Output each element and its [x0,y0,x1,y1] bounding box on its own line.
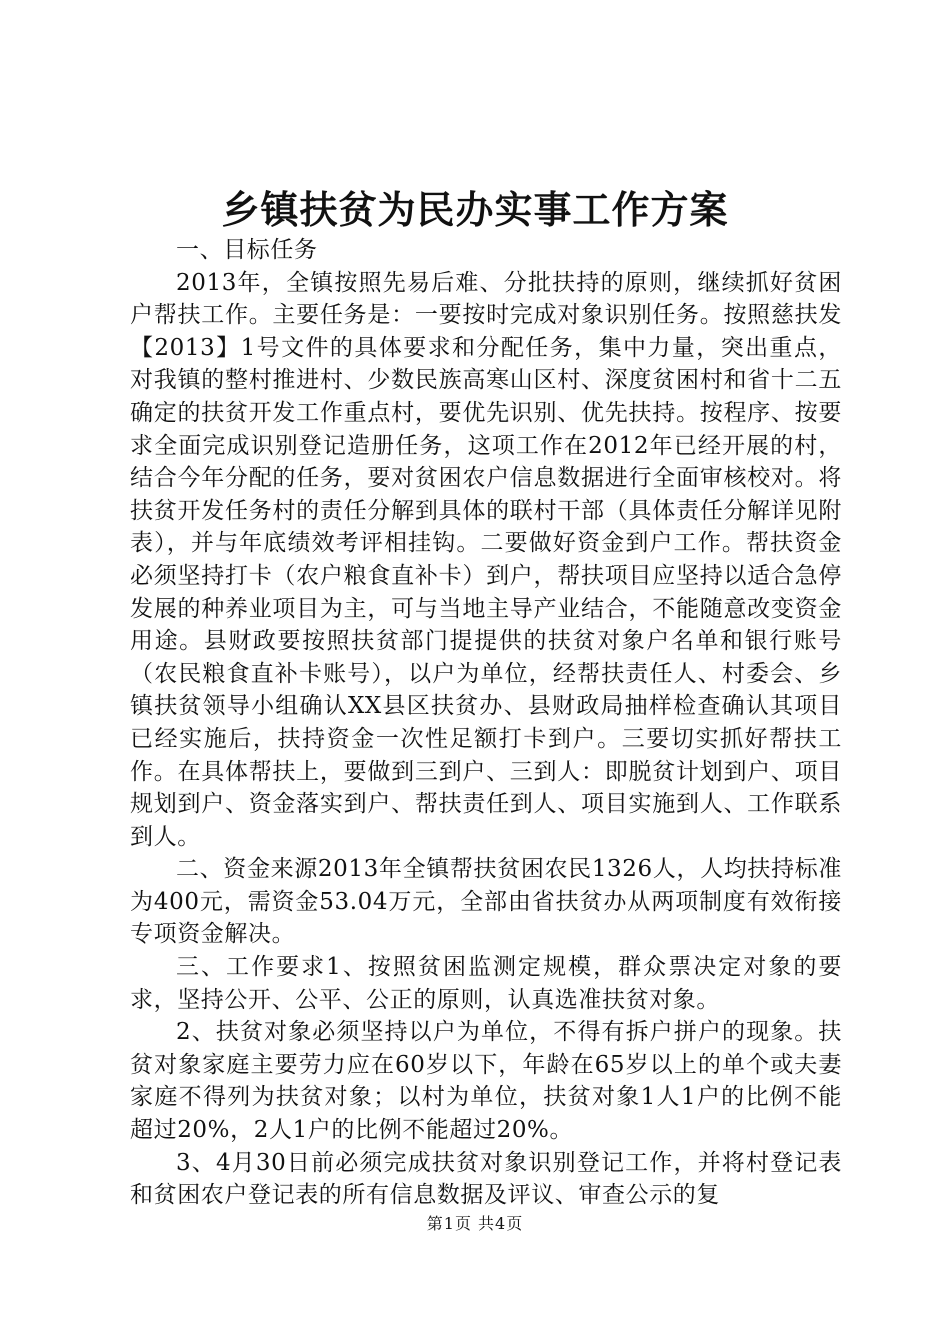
document-body [130,234,842,1212]
section-heading-goals: 一、目标任务 [176,237,318,263]
paragraph-work-requirements-2: 2、扶贫对象必须坚持以户为单位，不得有拆户拼户的现象。扶贫对象家庭主要劳力应在60岁以下，年龄在65岁以上的单个或夫妻家庭不得列为扶贫对象；以村为单位，扶贫对象1人1户的比例不能超过20%，2人1户的比例不能超过20%。 [130,1019,842,1144]
document-title: 乡镇扶贫为民办实事工作方案 [221,187,729,232]
paragraph-work-requirements-3: 3、4月30日前必须完成扶贫对象识别登记工作，并将村登记表和贫困农户登记表的所有信息数据及评议、审查公示的复 [130,1149,842,1209]
paragraph-funding-source: 二、资金来源2013年全镇帮扶贫困农民1326人，人均扶持标准为400元，需资金53.04万元，全部由省扶贫办从两项制度有效衔接专项资金解决。 [130,856,842,948]
page-footer: 第1页 共4页 [426,1214,524,1233]
paragraph-goals-detail: 2013年，全镇按照先易后难、分批扶持的原则，继续抓好贫困户帮扶工作。主要任务是：一要按时完成对象识别任务。按照慈扶发【2013】1号文件的具体要求和分配任务，集中力量，突出重点，对我镇的整村推进村、少数民族高寒山区村、深度贫困村和省十二五确定的扶贫开发工作重点村，要优先识别、优先扶持。按程序、按要求全面完成识别登记造册任务，这项工作在2012年已经开展的村，结合今年分配的任务，要对贫困农户信息数据进行全面审核校对。将扶贫开发任务村的责任分解到具体的联村干部（具体责任分解详见附表），并与年底绩效考评相挂钩。二要做好资金到户工作。帮扶资金必须坚持打卡（农户粮食直补卡）到户，帮扶项目应坚持以适合急停发展的种养业项目为主，可与当地主导产业结合，不能随意改变资金用途。县财政要按照扶贫部门提提供的扶贫对象户名单和银行账号（农民粮食直补卡账号），以户为单位，经帮扶责任人、村委会、乡镇扶贫领导小组确认XX县区扶贫办、县财政局抽样检查确认其项目已经实施后，扶持资金一次性足额打卡到户。三要切实抓好帮扶工作。在具体帮扶上，要做到三到户、三到人：即脱贫计划到户、项目规划到户、资金落实到户、帮扶责任到人、项目实施到人、工作联系到人。 [130,269,842,850]
paragraph-work-requirements-1: 三、工作要求1、按照贫困监测定规模，群众票决定对象的要求，坚持公开、公平、公正的原则，认真选准扶贫对象。 [130,954,842,1013]
